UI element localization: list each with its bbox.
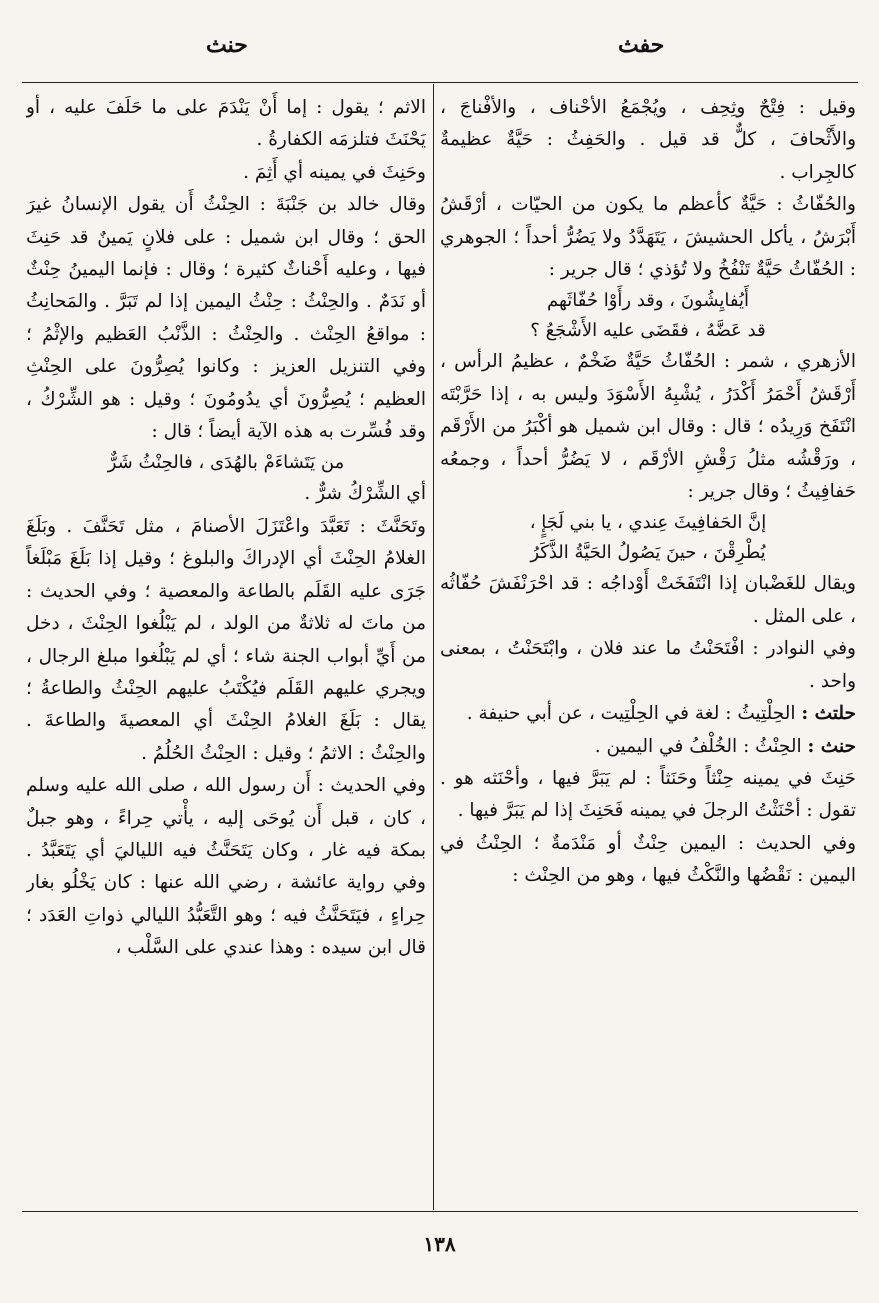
right-entry: [440, 731, 856, 763]
right-paragraph: ويقال للغَضْبان إذا انْتَفَخَتْ أَوْداجُه : قد احْرَنْفَشَ حُفّاثُه ، على المثل .: [440, 573, 856, 627]
column-divider: [433, 84, 434, 1210]
right-paragraph: وفي الحديث : اليمين حِنْثٌ أو مَنْدَمةٌ ؛ الحِنْثُ في اليمين : نَقْضُها والنَّكْثُ فيها ، وهو من الحِنْث :: [440, 832, 856, 887]
entry-headword: حلتث :: [801, 703, 856, 725]
page-header: [0, 28, 879, 68]
entry-text: الحِنْثُ : الخُلْفُ في اليمين .: [594, 735, 808, 757]
right-paragraph: والحُفّاثُ : حَيَّةٌ كأعظم ما يكون من الحيّات ، أرْقَشُ أَبْرَشُ ، يأكل الحشيشَ ، يَتَهَدَّدُ ولا يَضُرُّ أحداً ؛ الجوهري : الحُفّاثُ حَيَّةٌ تَنْفُخُ ولا تُؤذي ؛ قال جرير :: [440, 194, 856, 281]
left-column: [26, 92, 426, 1204]
left-paragraph: وتَحَنَّثَ : تَعَبَّدَ واعْتَزَلَ الأصنامَ ، مثل تَحَنَّفَ . وبَلَغَ الغلامُ الحِنْثَ أي الإدراكَ والبلوغ ؛ وقيل إذا بَلَغَ مَبْلَغاً جَرَى عليه القَلَم بالطاعة والمعصية ؛ وفي الحديث : من ماتَ له ثلاثةٌ من الولد ، لم يَبْلُغوا الحِنْثَ ، دخل من أَيِّ أبواب الجنة شاء ؛ أي لم يَبْلُغوا مبلغ الرجال ، ويجري عليهم القَلَم فيُكْتَبُ عليهم الحِنْثُ والطاعةُ ؛ يقال : بَلَغَ الغلامُ الحِنْثَ أي المعصيةَ والطاعةَ . والحِنْثُ : الاثمُ ؛ وقيل : الحِنْثُ الحُلُمُ .: [26, 515, 426, 764]
left-paragraph: وفي الحديث : أَن رسول الله ، صلى الله عليه وسلم ، كان ، قبل أَن يُوحَى إليه ، يأْتي حِراءً ، وهو جبلٌ بمكة فيه غار ، وكان يَتَحَنَّثُ فيه اللياليَ أي يَتَعَبَّدُ . وفي رواية عائشة ، رضي الله عنها : كان يَخْلُو بغار حِراءٍ ، فيَتَحَنَّثُ فيه ؛ وهو التَّعَبُّدُ الليالي ذواتِ العَدَد ؛ قال ابن سيده : وهذا عندي على السَّلْب ،: [26, 775, 426, 959]
left-paragraph: وحَنِثَ في يمينه أي أَثِمَ .: [243, 161, 426, 183]
entry-headword: حنث :: [807, 735, 856, 757]
page-number: ١٣٨: [423, 1232, 456, 1256]
right-paragraph: حَنِثَ في يمينه حِنْثاً وحَنَثاً : لم يَبَرَّ فيها ، وأحْنَثه هو . تقول : أحْنَثْتُ الرجلَ في يمينه فَحَنِثَ إذا لم يَبَرَّ فيها .: [440, 767, 856, 822]
left-paragraph: أي الشِّرْكُ شرٌّ .: [304, 483, 426, 505]
left-verse-line: من يَتَشاءَمْ بالهُدَى ، فالحِنْثُ شَرٌّ: [107, 452, 345, 474]
header-left-word: حنث: [206, 32, 248, 58]
right-column: [440, 92, 856, 1204]
left-paragraph: وقال خالد بن جَنْبَةَ : الحِنْثُ أَن يقول الإنسانُ غيرَ الحق ؛ وقال ابن شميل : على فلانٍ يَمينٌ قد حَنِثَ فيها ، وعليه أَحْناثٌ كثيرة ؛ وقال : فإنما اليمينُ حِنْثٌ أو نَدَمٌ . والحِنْثُ : حِنْثُ اليمين إذا لم تَبَرَّ . والمَحانِثُ : مواقعُ الحِنْث . والحِنْثُ : الذَّنْبُ العَظيم والإثْمُ ؛ وفي التنزيل العزيز : وكانوا يُصِرُّونَ على الحِنْثِ العظيم ؛ يُصِرُّونَ أي يدُومُونَ ؛ وقيل : هو الشِّرْكُ ، وقد فُسِّرت به هذه الآية أيضاً ؛ قال :: [26, 194, 426, 443]
right-verse-line: يُطْرِقْنَ ، حينَ يَصُولُ الحَيَّةُ الذَّكَرُ: [530, 542, 766, 564]
bottom-rule: [22, 1211, 858, 1212]
right-verse-line: أَيُفايِشُونَ ، وقد رأَوْا حُفّاثَهم: [546, 290, 750, 312]
right-paragraph: وقيل : فِتْحٌ وثِحِف ، ويُجْمَعُ الأحْناف ، والأفْناجَ ، والأَثْحافَ ، كلٌّ قد قيل . والحَفِثُ : حَيَّةٌ عظيمةٌ كالجِراب .: [440, 97, 856, 183]
right-verse-line: إنَّ الحَفافِيثَ عِندي ، يا بني لَجَإٍ ،: [529, 512, 767, 534]
left-paragraph: الاثم ؛ يقول : إما أَنْ يَنْدَمَ على ما حَلَفَ عليه ، أو يَحْنَثَ فتلزمَه الكفارةُ .: [26, 97, 426, 151]
right-paragraph: الأزهري ، شمر : الحُفّاثُ حَيَّةٌ ضَخْمٌ ، عظيمُ الرأس ، أَرْقَشُ أَحْمَرُ أَكْدَرُ ، يُشْبِهُ الأَسْوَدَ وليس به ، إذا حَرَّبْتَه انْتَفَخ وَرِيدُه ؛ قال : وقال ابن شميل هو أكْبَرُ من الأَرْقَم ، ورَقْشُه مثلُ رَقْشِ الأرْقَم ، لا يَضُرُّ أحداً ، وجمعُه حَفافِيثُ ؛ وقال جرير :: [440, 351, 856, 503]
right-paragraph: وفي النوادر : افْتَحَنْتُ ما عند فلان ، وابْتَحَنْتُ ، بمعنى واحد .: [440, 638, 856, 692]
header-right-word: حفث: [618, 32, 665, 58]
top-rule: [22, 82, 858, 83]
right-verse-line: قد عَضَّهُ ، فقَضَى عليه الأَشْجَعُ ؟: [530, 320, 766, 342]
right-entry: [440, 698, 856, 730]
entry-text: الحِلْتِيثُ : لغة في الحِلْتِيت ، عن أبي حنيفة .: [466, 703, 802, 725]
